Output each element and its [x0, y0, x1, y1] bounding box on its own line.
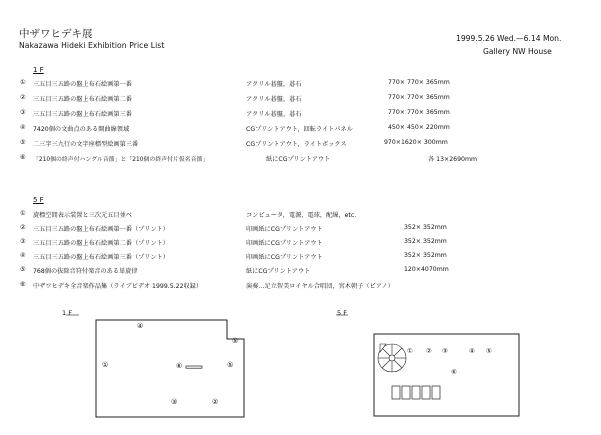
item-size: 各 13×2690mm: [428, 156, 478, 163]
floor5-label: 5 F: [33, 196, 44, 204]
item-number: ④: [20, 124, 26, 131]
item-title: 三五目三五路の盤上布石絵画第一番（プリント）: [33, 226, 169, 233]
exhibition-subtitle: Nakazawa Hideki Exhibition Price List: [19, 41, 165, 50]
item-size: 970×1620× 300mm: [384, 139, 448, 146]
item-title: 二三字三九行の文字座標型絵画第三番: [33, 141, 139, 148]
plan1-marker-4: ④: [137, 322, 144, 330]
plan1-marker-1: ①: [102, 361, 109, 369]
item-medium: 印画紙にCGプリントアウト: [246, 226, 323, 233]
item-size: 770× 770× 365mm: [388, 94, 450, 101]
item-number: ⑤: [20, 139, 26, 146]
item-title: 三五目三五路の盤上布石絵画第二番（プリント）: [33, 240, 169, 247]
item-number: ③: [20, 238, 26, 245]
floor1-label: 1 F: [33, 66, 44, 74]
floor1-centre-bar: [186, 366, 202, 368]
floor1-plan-outline: [96, 320, 244, 417]
item-title: 三五目三五路の盤上布石絵画第三番: [33, 111, 132, 118]
floor5-plan-label: 5 F: [337, 309, 347, 317]
plan5-marker-1: ①: [407, 347, 413, 355]
plan1-marker-2: ②: [212, 398, 219, 406]
plan5-marker-6: ⑥: [451, 368, 457, 376]
item-title: 7420個の文曲点のある開曲線領域: [33, 126, 130, 133]
item-number: ③: [20, 109, 26, 116]
item-size: 120×4070mm: [404, 266, 449, 273]
exhibition-title: 中ザワヒデキ展: [19, 28, 93, 40]
item-size: 352× 352mm: [404, 224, 447, 231]
item-size: 770× 770× 365mm: [388, 109, 450, 116]
item-number: ⑥: [20, 281, 26, 288]
item-medium: アクリル碁盤，碁石: [246, 96, 302, 103]
item-medium: CGプリントアウト，回転ライトパネル: [246, 126, 353, 133]
item-title: 「210個の終声付ハングル音節」と「210個の終声付片仮名音節」: [33, 157, 209, 163]
plan1-marker-3: ③: [171, 398, 178, 406]
item-number: ⑥: [20, 154, 26, 161]
item-size: 450× 450× 220mm: [388, 124, 450, 131]
item-medium: 演奏…足立智美ロイヤル合唱団，宮木朝子（ピアノ）: [246, 283, 394, 290]
gallery-name: Gallery NW House: [483, 47, 552, 56]
item-title: 中ザワヒデキ全音楽作品集（ライブビデオ 1999.5.22収録）: [33, 283, 203, 290]
plan1-marker-5b: ⑤: [227, 361, 234, 369]
item-number: ④: [20, 252, 26, 259]
item-size: 352× 352mm: [404, 252, 447, 259]
item-number: ①: [20, 210, 26, 217]
item-size: 770× 770× 365mm: [388, 79, 450, 86]
item-medium: 印画紙にCGプリントアウト: [246, 240, 323, 247]
item-medium: アクリル碁盤，碁石: [246, 81, 302, 88]
item-number: ②: [20, 224, 26, 231]
floor1-plan-label: 1 F: [62, 309, 72, 317]
item-number: ②: [20, 94, 26, 101]
item-number: ⑤: [20, 266, 26, 273]
plan5-marker-3: ③: [442, 347, 448, 355]
item-medium: 紙にCGプリントアウト: [266, 156, 331, 163]
item-title: 旋標空間表示装置と三次元五目並べ: [33, 212, 132, 219]
floor5-benches: [392, 386, 440, 399]
item-medium: 紙にCGプリントアウト: [246, 268, 311, 275]
item-title: 三五目三五路の盤上布石絵画第三番（プリント）: [33, 254, 169, 261]
plan1-marker-5: ⑤: [232, 337, 239, 345]
plan1-marker-6: ⑥: [176, 362, 183, 370]
item-title: 768個の抜除音符付楽音のある単旋律: [33, 268, 138, 275]
item-title: 三五目三五路の盤上布石絵画第一番: [33, 81, 132, 88]
item-title: 三五目三五路の盤上布石絵画第二番: [33, 96, 132, 103]
item-medium: コンピュータ，電源，電球，配線，etc.: [246, 212, 357, 219]
item-number: ①: [20, 79, 26, 86]
plan5-marker-4: ④: [469, 347, 475, 355]
item-medium: CGプリントアウト，ライトボックス: [246, 141, 347, 148]
plan5-marker-2: ②: [426, 347, 432, 355]
item-medium: 印画紙にCGプリントアウト: [246, 254, 323, 261]
exhibition-dates: 1999.5.26 Wed.—6.14 Mon.: [456, 34, 562, 43]
item-size: 352× 352mm: [404, 238, 447, 245]
plan5-marker-5: ⑤: [486, 347, 492, 355]
item-medium: アクリル碁盤，碁石: [246, 111, 302, 118]
